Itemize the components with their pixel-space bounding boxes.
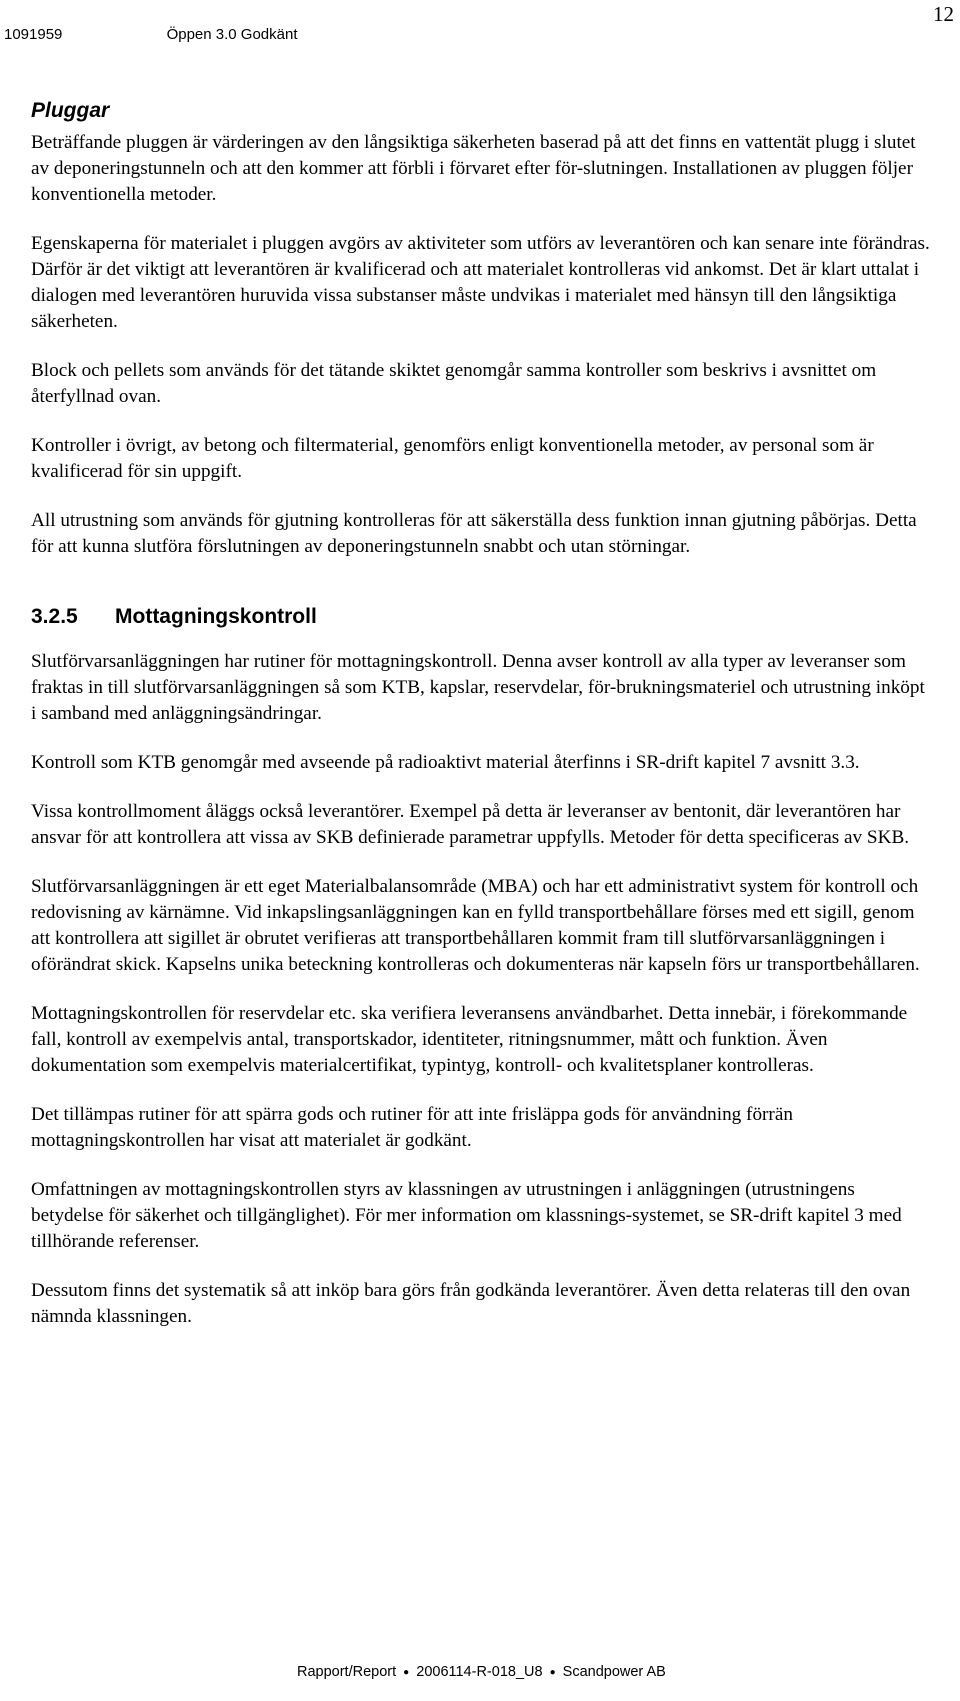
paragraph: Egenskaperna för materialet i pluggen avgörs av aktiviteter som utförs av leverantören och kan senare inte förändras. Därför är det viktigt att leverantören är kvalificerad och att materialet kontrolleras vid ankomst. Det är klart uttalat i dialogen med leverantören huruvida vissa substanser måste undvikas i materialet med hänsyn till den långsiktiga säkerheten. bbox=[31, 233, 930, 332]
paragraph: Slutförvarsanläggningen är ett eget Materialbalansområde (MBA) och har ett administrativt system för kontroll och redovisning av kärnämne. Vid inkapslingsanläggningen kan en fylld transportbehållare förses med ett sigill, genom att kontrollera att sigillet är obrutet verifieras att transportbehållaren kommit fram till slutförvarsanläggningen i oförändrat skick. Kapselns unika beteckning kontrolleras och dokumenteras när kapseln förs ur transportbehållaren. bbox=[31, 876, 920, 975]
paragraph: Det tillämpas rutiner för att spärra gods och rutiner för att inte frisläppa gods för användning förrän mottagningskontrollen har visat att materialet är godkänt. bbox=[31, 1104, 793, 1151]
section-title-pluggar: Pluggar bbox=[31, 99, 110, 122]
paragraph: Vissa kontrollmoment åläggs också leverantörer. Exempel på detta är leveranser av bentonit, där leverantören har ansvar för att kontrollera att vissa av SKB definierade parametrar uppfylls. Metoder för detta specificeras av SKB. bbox=[31, 801, 910, 848]
section-heading-mottagningskontroll bbox=[31, 604, 931, 630]
paragraph: Kontroll som KTB genomgår med avseende på radioaktivt material återfinns i SR-drift kapitel 7 avsnitt 3.3. bbox=[31, 752, 860, 773]
footer-report-label: Rapport/Report bbox=[297, 1664, 397, 1680]
paragraph: All utrustning som används för gjutning kontrolleras för att säkerställa dess funktion innan gjutning påbörjas. Detta för att kunna slutföra förslutningen av deponeringstunneln snabbt och utan störningar. bbox=[31, 510, 917, 557]
paragraph: Block och pellets som används för det tätande skiktet genomgår samma kontroller som beskrivs i avsnittet om återfyllnad ovan. bbox=[31, 360, 877, 407]
section-number: 3.2.5 bbox=[31, 605, 78, 628]
paragraph: Omfattningen av mottagningskontrollen styrs av klassningen av utrustningen i anläggningen (utrustningens betydelse för säkerhet och tillgänglighet). För mer information om klassnings-systemet, se SR-drift kapitel 3 med tillhörande referenser. bbox=[31, 1179, 902, 1252]
page-footer bbox=[297, 1664, 666, 1680]
bullet-icon: ● bbox=[549, 1667, 556, 1678]
paragraph: Dessutom finns det systematik så att inköp bara görs från godkända leverantörer. Även detta relateras till den ovan nämnda klassningen. bbox=[31, 1280, 911, 1327]
paragraph: Mottagningskontrollen för reservdelar etc. ska verifiera leveransens användbarhet. Detta innebär, i förekommande fall, kontroll av exempelvis antal, transportskador, identiteter, ritningsnummer, mått och funktion. Även dokumentation som exempelvis materialcertifikat, typintyg, kontroll- och kvalitetsplaner kontrolleras. bbox=[31, 1003, 908, 1076]
paragraph: Slutförvarsanläggningen har rutiner för mottagningskontroll. Denna avser kontroll av alla typer av leveranser som fraktas in till slutförvarsanläggningen så som KTB, kapslar, reservdelar, för-brukningsmateriel och utrustning inköpt i samband med anläggningsändringar. bbox=[31, 651, 925, 724]
section-title: Mottagningskontroll bbox=[115, 605, 317, 628]
paragraph: Beträffande pluggen är värderingen av den långsiktiga säkerheten baserad på att det finns en vattentät plugg i slutet av deponeringstunneln och att den kommer att förbli i förvaret efter för-slutningen. Installationen av pluggen följer konventionella metoder. bbox=[31, 132, 916, 205]
bullet-icon: ● bbox=[403, 1667, 410, 1678]
footer-company: Scandpower AB bbox=[562, 1664, 666, 1680]
page-number: 12 bbox=[933, 2, 954, 26]
document-body bbox=[31, 98, 931, 1353]
paragraph: Kontroller i övrigt, av betong och filtermaterial, genomförs enligt konventionella metoder, av personal som är kvalificerad för sin uppgift. bbox=[31, 435, 874, 482]
page-header bbox=[4, 26, 302, 43]
doc-number: 1091959 bbox=[4, 26, 63, 43]
doc-status: Öppen 3.0 Godkänt bbox=[166, 26, 298, 43]
footer-report-number: 2006114-R-018_U8 bbox=[416, 1664, 543, 1680]
